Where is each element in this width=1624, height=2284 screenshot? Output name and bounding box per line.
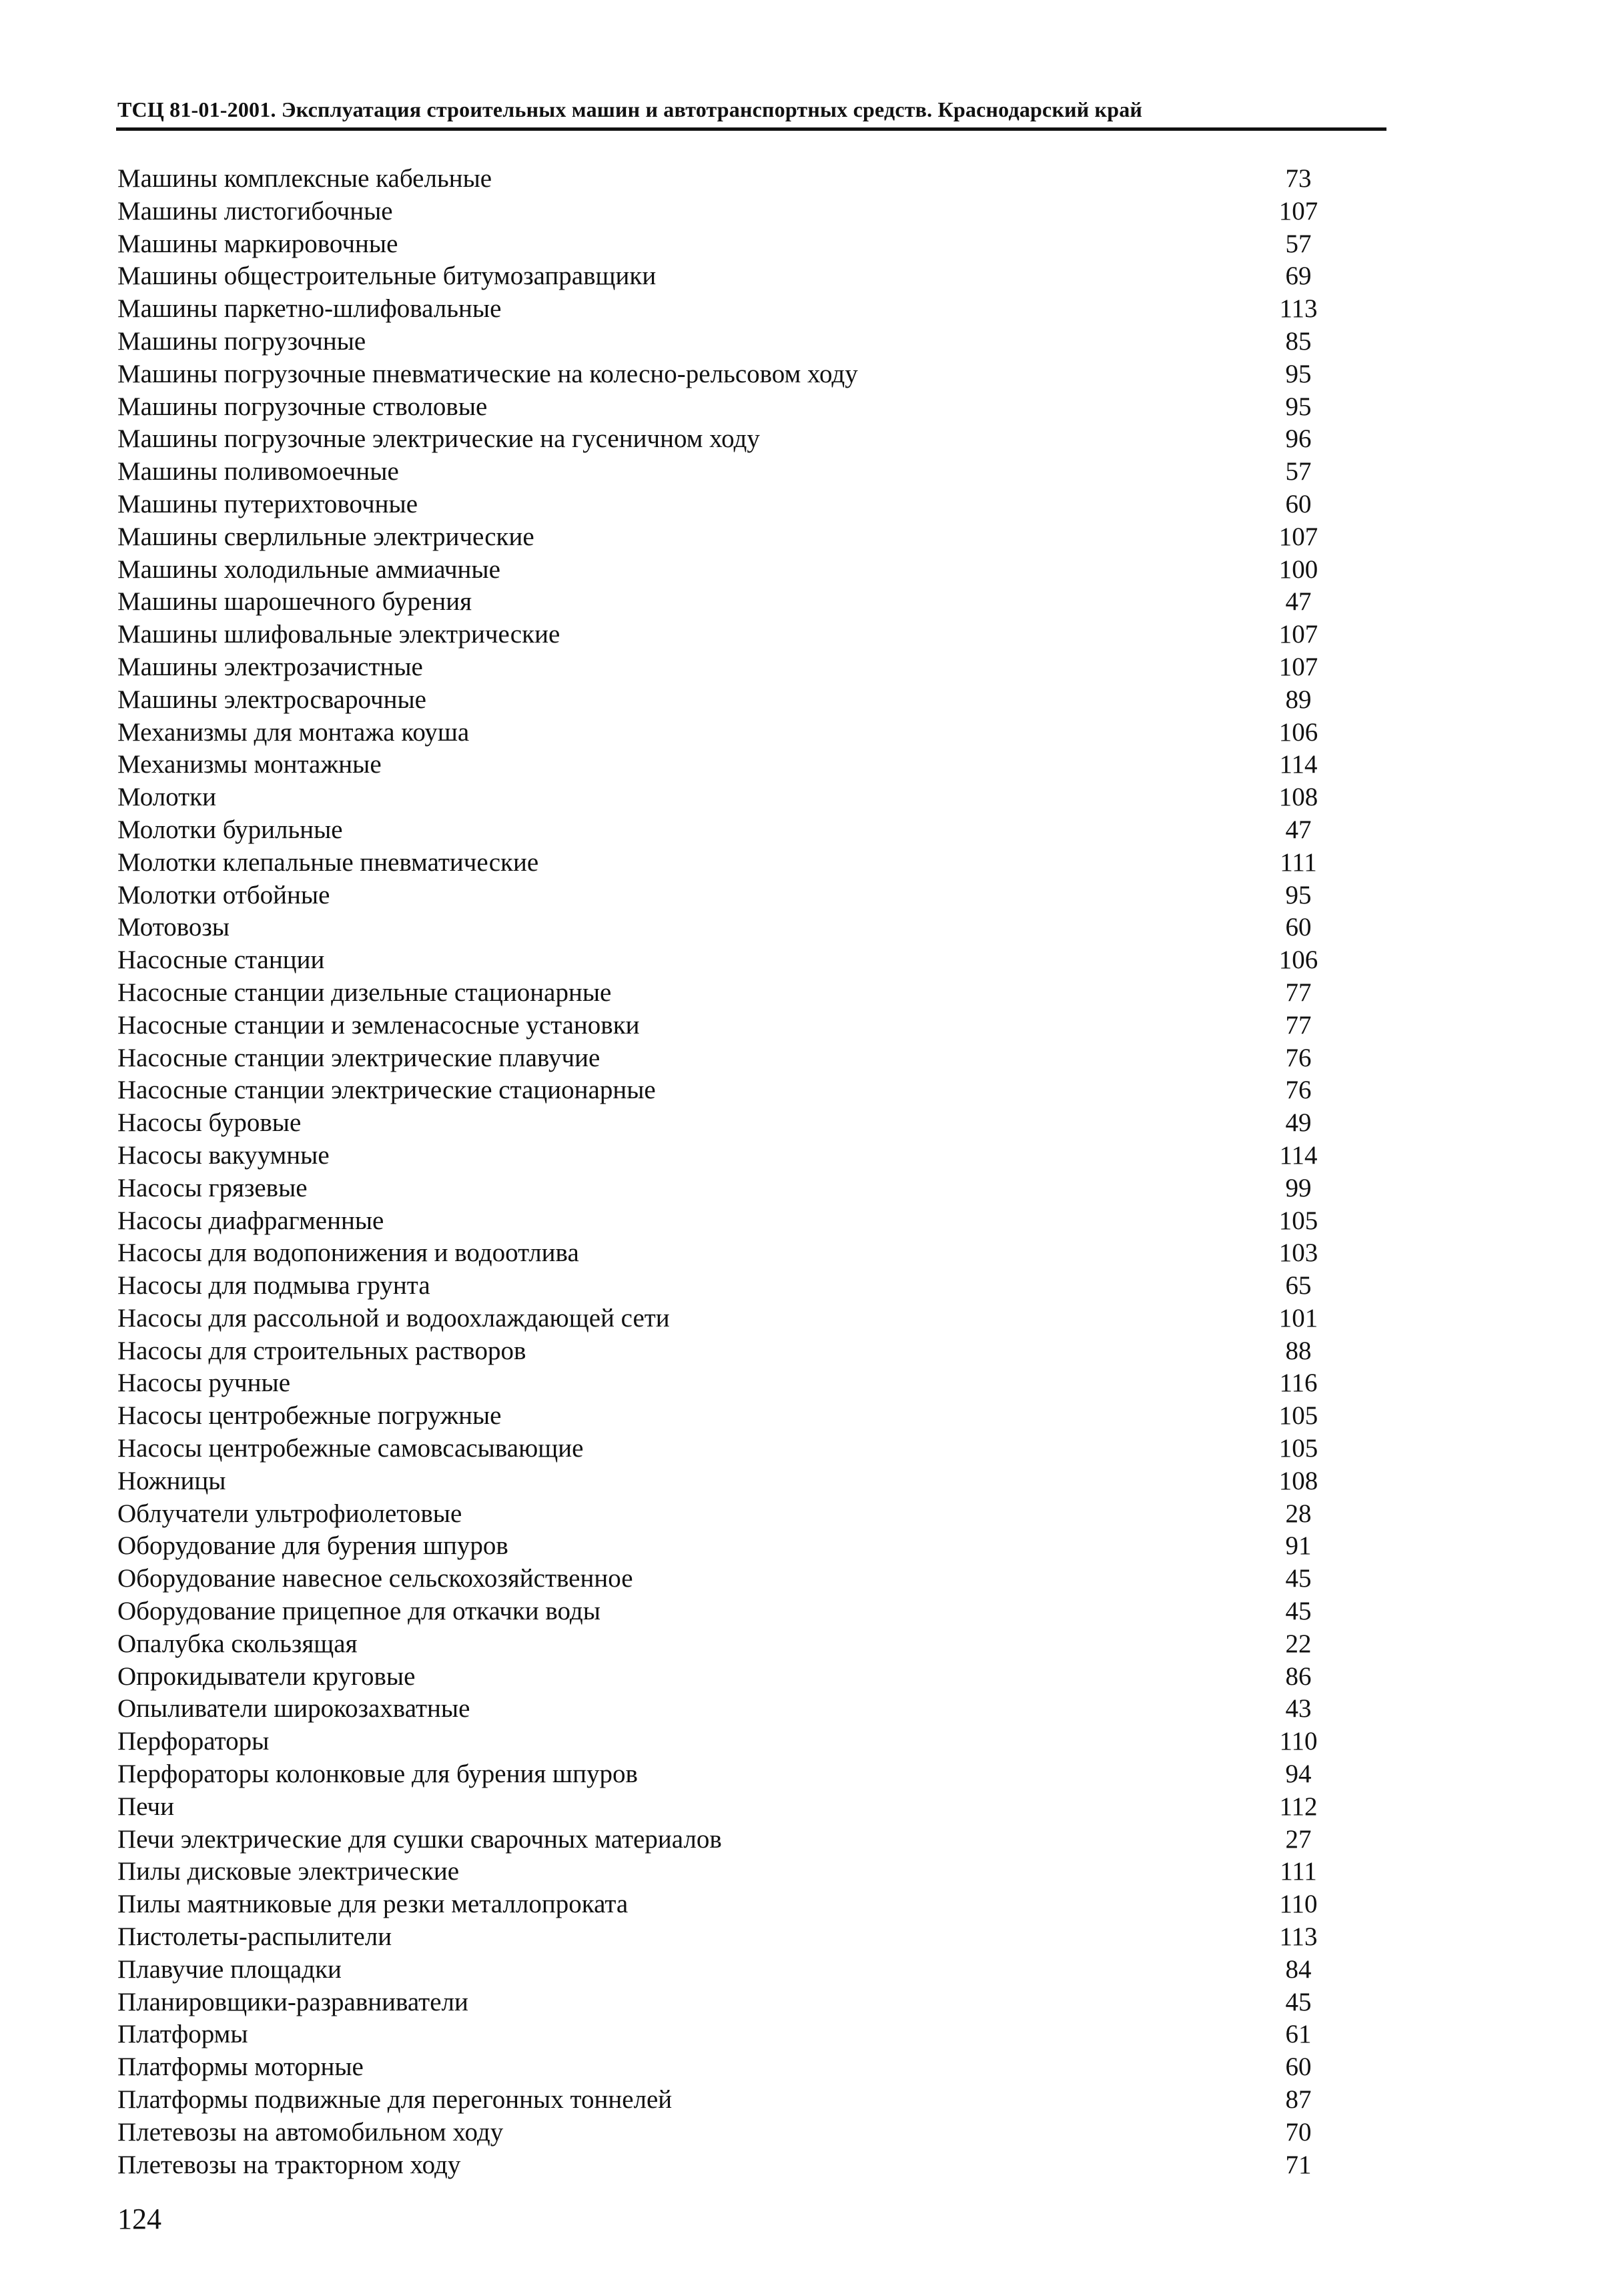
index-entry: [117, 1824, 1332, 1856]
index-entry: [117, 196, 1332, 228]
entry-name: Машины комплексные кабельные: [117, 164, 492, 193]
entry-name: Насосы для подмыва грунта: [117, 1271, 430, 1300]
entry-name: Перфораторы: [117, 1727, 270, 1756]
entry-name: Насосы ручные: [117, 1369, 291, 1398]
entry-page: 60: [1285, 2052, 1312, 2082]
entry-page: 77: [1285, 1010, 1312, 1040]
index-entry: [117, 1856, 1332, 1888]
entry-name: Планировщики-разравниватели: [117, 1987, 468, 2016]
entry-page: 47: [1285, 815, 1312, 844]
entry-name: Молотки бурильные: [117, 815, 343, 844]
entry-page: 60: [1285, 913, 1312, 942]
index-entry: [117, 1335, 1332, 1368]
entry-page: 86: [1285, 1661, 1312, 1691]
entry-page: 107: [1278, 522, 1318, 551]
index-entry: [117, 2084, 1332, 2117]
entry-page: 105: [1278, 1401, 1318, 1431]
header-rule: [116, 127, 1386, 131]
entry-page: 28: [1285, 1499, 1312, 1528]
entry-page: 94: [1285, 1760, 1312, 1789]
entry-name: Оборудование для бурения шпуров: [117, 1531, 508, 1561]
entry-name: Плавучие площадки: [117, 1954, 342, 1984]
index-entry: [117, 163, 1332, 196]
index-entry: [117, 1172, 1332, 1205]
entry-page: 95: [1285, 880, 1312, 909]
index-entry: [117, 228, 1332, 261]
entry-name: Насосы буровые: [117, 1108, 302, 1138]
index-entry: [117, 521, 1332, 554]
index-entry: [117, 326, 1332, 358]
entry-page: 45: [1285, 1564, 1312, 1593]
entry-name: Опалубка скользящая: [117, 1629, 358, 1658]
entry-page: 95: [1285, 359, 1312, 388]
index-entry: [117, 814, 1332, 847]
entry-name: Машины шлифовальные электрические: [117, 620, 560, 649]
index-entry: [117, 1563, 1332, 1595]
entry-page: 85: [1285, 326, 1312, 356]
index-entry: [117, 260, 1332, 293]
entry-page: 114: [1279, 1140, 1318, 1170]
entry-page: 116: [1279, 1369, 1318, 1398]
entry-name: Платформы: [117, 2020, 248, 2049]
entry-page: 73: [1285, 164, 1312, 193]
index-entry: [117, 1042, 1332, 1075]
entry-page: 71: [1285, 2150, 1312, 2179]
index-entry: [117, 1986, 1332, 2019]
index-entry: [117, 1693, 1332, 1726]
index-entry: [117, 423, 1332, 456]
index-entry: [117, 911, 1332, 944]
entry-name: Машины электросварочные: [117, 685, 426, 714]
index-entry: [117, 2149, 1332, 2182]
index-entry: [117, 1400, 1332, 1433]
index-entry: [117, 358, 1332, 391]
entry-page: 91: [1285, 1531, 1312, 1561]
entry-name: Перфораторы колонковые для бурения шпуров: [117, 1760, 638, 1789]
entry-page: 87: [1285, 2085, 1312, 2115]
entry-page: 105: [1278, 1434, 1318, 1463]
entry-page: 60: [1285, 489, 1312, 518]
index-entry: [117, 554, 1332, 587]
entry-name: Платформы моторные: [117, 2052, 364, 2082]
entry-name: Машины погрузочные электрические на гусеничном ходу: [117, 424, 760, 454]
page-number: 124: [117, 2203, 161, 2235]
entry-name: Насосы для рассольной и водоохлаждающей сети: [117, 1303, 670, 1333]
index-entry: [117, 2051, 1332, 2084]
entry-page: 70: [1285, 2117, 1312, 2147]
index-entry: [117, 1237, 1332, 1270]
entry-page: 108: [1278, 1466, 1318, 1495]
index-entry: [117, 1628, 1332, 1661]
entry-name: Молотки отбойные: [117, 880, 330, 909]
entry-page: 100: [1278, 554, 1318, 584]
entry-page: 76: [1285, 1076, 1312, 1105]
entry-page: 107: [1278, 196, 1318, 226]
entry-page: 112: [1279, 1792, 1318, 1821]
index-entry: [117, 1530, 1332, 1563]
entry-name: Молотки клепальные пневматические: [117, 847, 539, 877]
entry-page: 110: [1279, 1727, 1318, 1756]
entry-name: Механизмы для монтажа коуша: [117, 717, 470, 747]
entry-page: 57: [1285, 457, 1312, 486]
index-entry: [117, 847, 1332, 879]
entry-name: Насосы диафрагменные: [117, 1206, 384, 1235]
index-entry: [117, 2018, 1332, 2051]
index-entry: [117, 1107, 1332, 1140]
index-entry: [117, 1205, 1332, 1238]
entry-name: Оборудование прицепное для откачки воды: [117, 1597, 600, 1626]
entry-name: Платформы подвижные для перегонных тоннелей: [117, 2085, 673, 2115]
index-entry: [117, 977, 1332, 1010]
index-entry: [117, 1791, 1332, 1824]
index-entry: [117, 1433, 1332, 1465]
index-entry: [117, 586, 1332, 619]
entry-name: Насосы центробежные самовсасывающие: [117, 1434, 584, 1463]
entry-name: Насосные станции электрические плавучие: [117, 1043, 600, 1072]
entry-page: 108: [1278, 783, 1318, 812]
index-entry: [117, 1302, 1332, 1335]
entry-name: Пистолеты-распылители: [117, 1922, 392, 1952]
entry-page: 57: [1285, 229, 1312, 258]
entry-name: Машины холодильные аммиачные: [117, 554, 500, 584]
entry-page: 88: [1285, 1336, 1312, 1365]
entry-name: Машины общестроительные битумозаправщики: [117, 262, 657, 291]
index-entry: [117, 1661, 1332, 1693]
entry-name: Пилы дисковые электрические: [117, 1857, 460, 1886]
entry-name: Пилы маятниковые для резки металлопроката: [117, 1890, 629, 1919]
index-entry: [117, 1074, 1332, 1107]
entry-page: 107: [1278, 652, 1318, 681]
running-header: ТСЦ 81-01-2001. Эксплуатация строительных машин и автотранспортных средств. Краснодарский край: [117, 97, 1143, 121]
entry-page: 77: [1285, 978, 1312, 1007]
entry-page: 103: [1278, 1238, 1318, 1268]
index-entry: [117, 456, 1332, 488]
entry-page: 111: [1280, 1857, 1317, 1886]
index-entry: [117, 1140, 1332, 1172]
entry-name: Насосы для строительных растворов: [117, 1336, 526, 1365]
entry-name: Насосные станции электрические стационарные: [117, 1076, 656, 1105]
entry-name: Машины паркетно-шлифовальные: [117, 294, 502, 324]
entry-name: Механизмы монтажные: [117, 750, 382, 779]
entry-name: Насосные станции: [117, 945, 325, 975]
entry-page: 106: [1278, 717, 1318, 747]
entry-page: 105: [1278, 1206, 1318, 1235]
entry-name: Машины поливомоечные: [117, 457, 399, 486]
entry-name: Машины сверлильные электрические: [117, 522, 534, 551]
entry-name: Печи электрические для сушки сварочных материалов: [117, 1824, 722, 1854]
entry-page: 114: [1279, 750, 1318, 779]
entry-name: Плетевозы на тракторном ходу: [117, 2150, 461, 2179]
entry-page: 99: [1285, 1173, 1312, 1202]
entry-page: 45: [1285, 1597, 1312, 1626]
entry-page: 106: [1278, 945, 1318, 975]
entry-page: 95: [1285, 392, 1312, 421]
index-entry: [117, 781, 1332, 814]
entry-page: 65: [1285, 1271, 1312, 1300]
index-entry: [117, 651, 1332, 684]
index-entry: [117, 1888, 1332, 1921]
index-entry: [117, 1726, 1332, 1758]
entry-name: Насосные станции дизельные стационарные: [117, 978, 612, 1007]
entry-name: Ножницы: [117, 1466, 226, 1495]
entry-name: Облучатели ультрофиолетовые: [117, 1499, 462, 1528]
entry-page: 113: [1279, 294, 1318, 324]
entry-name: Насосы грязевые: [117, 1173, 308, 1202]
entry-name: Насосы для водопонижения и водоотлива: [117, 1238, 579, 1268]
entry-name: Машины листогибочные: [117, 196, 393, 226]
entry-name: Молотки: [117, 783, 217, 812]
index-entry: [117, 391, 1332, 424]
index-entry: [117, 1367, 1332, 1400]
index-entry: [117, 879, 1332, 912]
entry-name: Опыливатели широкозахватные: [117, 1694, 470, 1724]
index-entry: [117, 1010, 1332, 1042]
index-entry: [117, 488, 1332, 521]
entry-page: 45: [1285, 1987, 1312, 2016]
index-entry: [117, 684, 1332, 717]
entry-name: Насосные станции и земленасосные установки: [117, 1010, 640, 1040]
index-entry: [117, 1595, 1332, 1628]
entry-page: 69: [1285, 262, 1312, 291]
entry-page: 61: [1285, 2020, 1312, 2049]
entry-page: 111: [1280, 847, 1317, 877]
entry-name: Оборудование навесное сельскохозяйственное: [117, 1564, 633, 1593]
entry-name: Машины погрузочные стволовые: [117, 392, 488, 421]
entry-name: Машины путерихтовочные: [117, 489, 418, 518]
index-entry: [117, 1270, 1332, 1302]
entry-name: Плетевозы на автомобильном ходу: [117, 2117, 504, 2147]
index-entry: [117, 2117, 1332, 2149]
entry-page: 22: [1285, 1629, 1312, 1658]
index-entry: [117, 749, 1332, 781]
index-entry: [117, 293, 1332, 326]
entry-name: Машины шарошечного бурения: [117, 587, 472, 617]
index-entry: [117, 1465, 1332, 1498]
entry-page: 84: [1285, 1954, 1312, 1984]
entry-name: Насосы центробежные погружные: [117, 1401, 502, 1431]
index-entry: [117, 1498, 1332, 1531]
entry-page: 110: [1279, 1890, 1318, 1919]
entry-page: 107: [1278, 620, 1318, 649]
entry-page: 49: [1285, 1108, 1312, 1138]
entry-page: 113: [1279, 1922, 1318, 1952]
entry-page: 43: [1285, 1694, 1312, 1724]
index-list: [117, 163, 1332, 2181]
index-entry: [117, 1921, 1332, 1954]
entry-name: Машины погрузочные: [117, 326, 366, 356]
entry-name: Машины маркировочные: [117, 229, 398, 258]
entry-page: 96: [1285, 424, 1312, 454]
entry-page: 76: [1285, 1043, 1312, 1072]
index-entry: [117, 944, 1332, 977]
entry-name: Мотовозы: [117, 913, 230, 942]
index-entry: [117, 619, 1332, 651]
entry-name: Насосы вакуумные: [117, 1140, 330, 1170]
entry-page: 89: [1285, 685, 1312, 714]
entry-name: Машины погрузочные пневматические на колесно-рельсовом ходу: [117, 359, 858, 388]
entry-name: Опрокидыватели круговые: [117, 1661, 416, 1691]
entry-name: Машины электрозачистные: [117, 652, 423, 681]
entry-page: 47: [1285, 587, 1312, 617]
index-entry: [117, 1954, 1332, 1986]
entry-page: 27: [1285, 1824, 1312, 1854]
entry-page: 101: [1278, 1303, 1318, 1333]
index-entry: [117, 1758, 1332, 1791]
index-entry: [117, 717, 1332, 749]
entry-name: Печи: [117, 1792, 174, 1821]
